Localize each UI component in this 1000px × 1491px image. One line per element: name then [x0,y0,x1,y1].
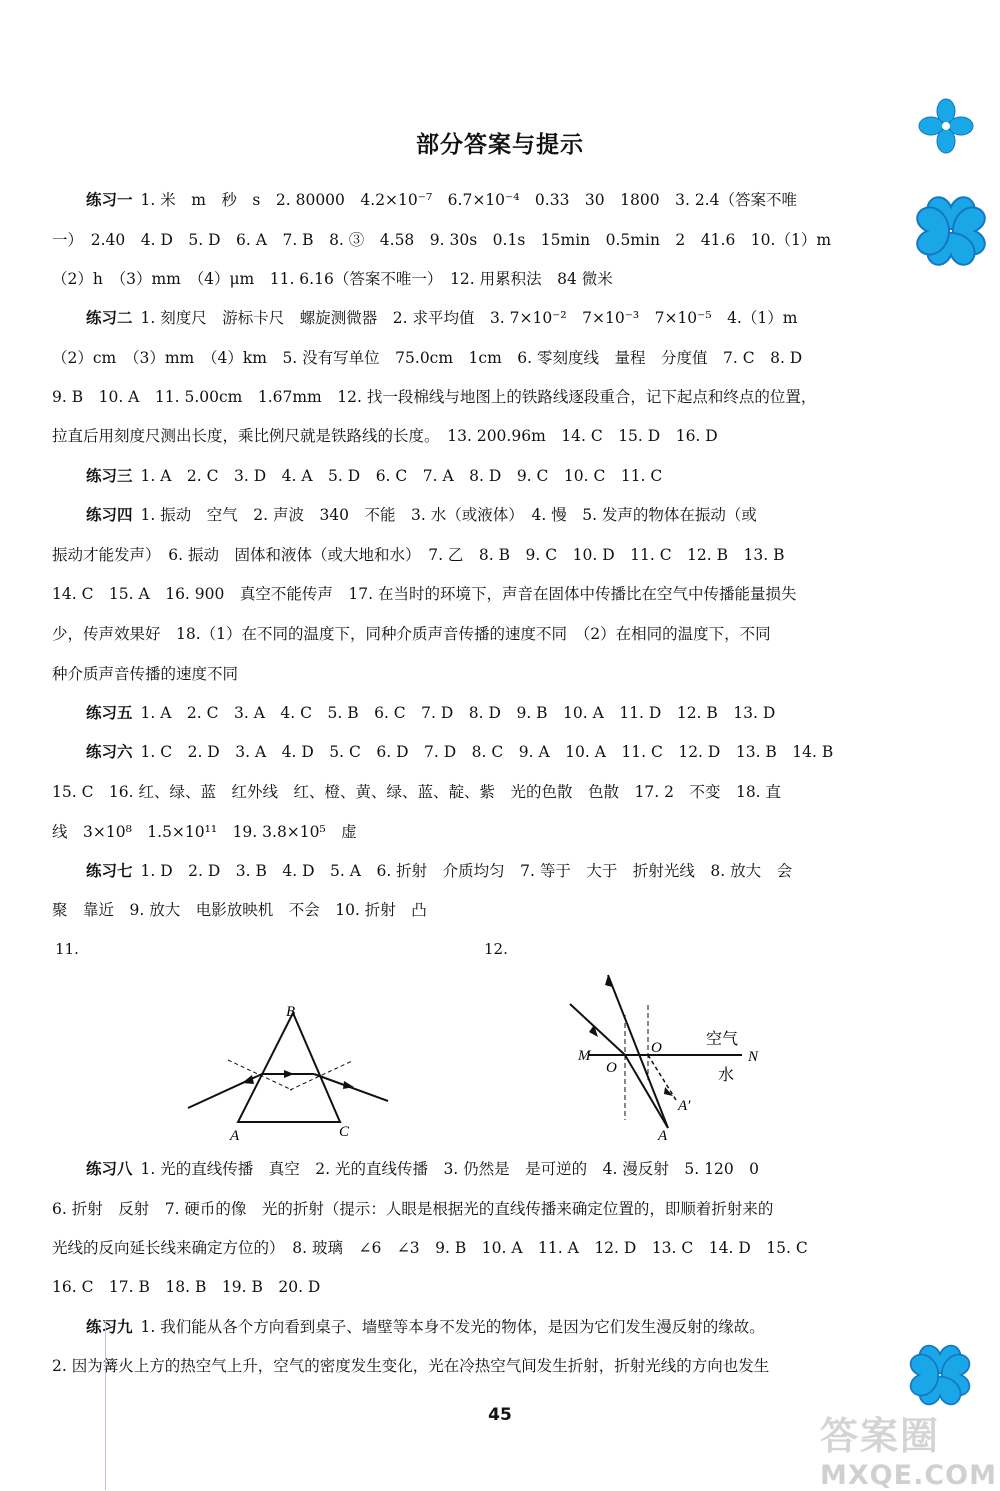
ex8-line3: 光线的反向延长线来确定方位的） 8. 玻璃 ∠6 ∠3 9. B 10. A 11. A 12. D 13. C 14. D 15. C [52,1239,808,1257]
ex4-line2: 振动才能发声） 6. 振动 固体和液体（或大地和水） 7. 乙 8. B 9. C 10. D 11. C 12. B 13. B [52,546,785,564]
point-a: A [658,1128,668,1144]
ex4-line4: 少，传声效果好 18.（1）在不同的温度下，同种介质声音传播的速度不同 （2）在相同的温度下，不同 [52,625,771,643]
ray-arrow-down [589,1025,598,1037]
ex2-label: 练习二 [86,309,133,327]
point-o: O [651,1040,662,1056]
ex3-label: 练习三 [86,467,133,485]
ex4-line3: 14. C 15. A 16. 900 真空不能传声 17. 在当时的环境下，声音在固体中传播比在空气中传播能量损失 [52,585,797,603]
ex6-label: 练习六 [86,743,133,761]
internal-arrow [284,1070,294,1078]
water-refraction-diagram [560,970,780,1145]
point-a-prime: A′ [678,1098,691,1114]
ex2-line2: （2）cm （3）mm （4）km 5. 没有写单位 75.0cm 1cm 6. 零刻度线 量程 分度值 7. C 8. D [52,349,803,367]
ex2-line1: 练习二 1. 刻度尺 游标卡尺 螺旋测微器 2. 求平均值 3. 7×10⁻² 7×10⁻³ 7×10⁻⁵ 4.（1）m [86,309,798,327]
water-label: 水 [718,1065,735,1084]
point-m: M [578,1048,591,1064]
vertex-a: A [230,1128,240,1144]
watermark-logo-text: 答案圈 [820,1414,941,1458]
ex5-line1: 练习五 1. A 2. C 3. A 4. C 5. B 6. C 7. D 8. D 9. B 10. A 11. D 12. B 13. D [86,704,776,722]
dashed-arrow [664,1087,673,1096]
prism-refraction-diagram [180,995,400,1145]
vertex-b: B [286,1004,296,1020]
ex6-line3: 线 3×10⁸ 1.5×10¹¹ 19. 3.8×10⁵ 虚 [52,823,357,841]
page-title: 部分答案与提示 [416,132,584,158]
ex4-line1: 练习四 1. 振动 空气 2. 声波 340 不能 3. 水（或液体） 4. 慢 5. 发声的物体在振动（或 [86,506,757,524]
ex2-line4: 拉直后用刻度尺测出长度，乘比例尺就是铁路线的长度。 13. 200.96m 14. C 15. D 16. D [52,427,718,445]
ex3-line1: 练习三 1. A 2. C 3. D 4. A 5. D 6. C 7. A 8. D 9. C 10. C 11. C [86,467,663,485]
ex4-line5: 种介质声音传播的速度不同 [52,665,239,683]
ex7-label: 练习七 [86,862,133,880]
ex1-line2: 一） 2.40 4. D 5. D 6. A 7. B 8. ③ 4.58 9. 30s 0.1s 15min 0.5min 2 41.6 10.（1）m [52,231,832,249]
incident-arrow [242,1075,254,1084]
ex7-line2: 聚 靠近 9. 放大 电影放映机 不会 10. 折射 凸 [52,901,427,919]
ex8-line4: 16. C 17. B 18. B 19. B 20. D [52,1278,321,1296]
ex1-label: 练习一 [86,191,133,209]
point-n: N [748,1049,759,1065]
vertex-c: C [339,1124,350,1140]
ex9-line2: 2. 因为篝火上方的热空气上升，空气的密度发生变化，光在冷热空气间发生折射，折射光线的方向也发生 [52,1357,770,1375]
ex1-line1: 练习一 1. 米 m 秒 s 2. 80000 4.2×10⁻⁷ 6.7×10⁻⁴ 0.33 30 1800 3. 2.4（答案不唯 [86,191,797,209]
extension-to-a-prime [648,1055,676,1100]
watermark [820,1405,1000,1491]
ex1-line3: （2）h （3）mm （4）μm 11. 6.16（答案不唯一） 12. 用累积法 84 微米 [52,270,613,288]
ex8-line1: 练习八 1. 光的直线传播 真空 2. 光的直线传播 3. 仍然是 是可逆的 4. 漫反射 5. 120 0 [86,1160,760,1178]
ex9-line1: 练习九 1. 我们能从各个方向看到桌子、墙壁等本身不发光的物体，是因为它们发生漫反射的缘故。 [86,1318,765,1336]
ex6-line2: 15. C 16. 红、绿、蓝 红外线 红、橙、黄、绿、蓝、靛、紫 光的色散 色散 17. 2 不变 18. 直 [52,783,782,801]
figure-11-label: 11. [55,940,79,958]
watermark-url: MXQE.COM [820,1460,997,1491]
page-number: 45 [488,1405,512,1425]
figure-12-label: 12. [484,940,508,958]
ex8-line2: 6. 折射 反射 7. 硬币的像 光的折射（提示：人眼是根据光的直线传播来确定位置的，即顺着折射来的 [52,1200,774,1218]
bottom-flower-icon [900,1335,980,1415]
prism-triangle [238,1013,340,1122]
ex4-label: 练习四 [86,506,133,524]
air-label: 空气 [706,1029,739,1048]
refracted-ray [625,1055,668,1128]
ex2-line3: 9. B 10. A 11. 5.00cm 1.67mm 12. 找一段棉线与地图上的铁路线逐段重合，记下起点和终点的位置， [52,388,817,406]
ex5-label: 练习五 [86,704,133,722]
ex9-label: 练习九 [86,1318,133,1336]
ex7-line1: 练习七 1. D 2. D 3. B 4. D 5. A 6. 折射 介质均匀 7. 等于 大于 折射光线 8. 放大 会 [86,862,793,880]
point-o-prime: O [606,1060,617,1076]
ex6-line1: 练习六 1. C 2. D 3. A 4. D 5. C 6. D 7. D 8. C 9. A 10. A 11. C 12. D 13. B 14. B [86,743,834,761]
ex8-label: 练习八 [86,1160,133,1178]
